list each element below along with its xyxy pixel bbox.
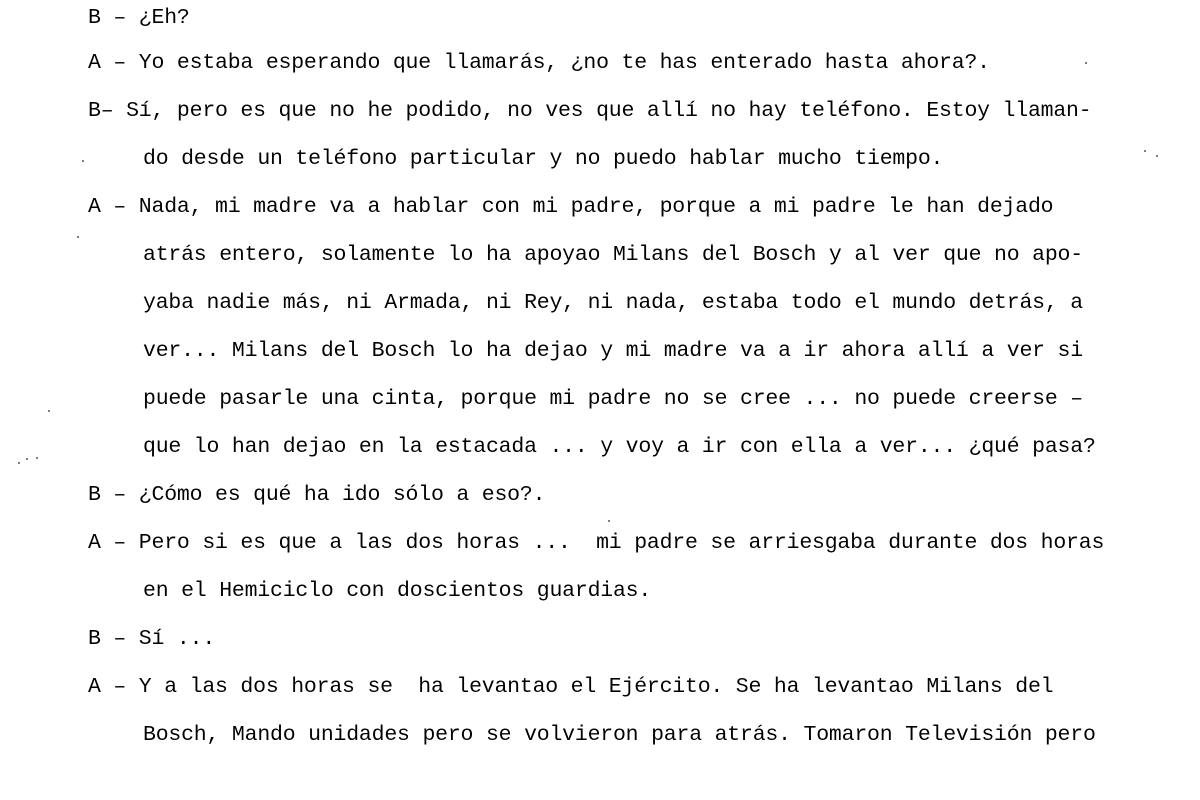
transcript-line: A – Yo estaba esperando que llamarás, ¿no te has enterado hasta ahora?. xyxy=(88,51,990,75)
transcript-line: que lo han dejao en la estacada ... y voy a ir con ella a ver... ¿qué pasa? xyxy=(143,435,1096,459)
scan-speck xyxy=(77,236,79,238)
transcript-line: yaba nadie más, ni Armada, ni Rey, ni nada, estaba todo el mundo detrás, a xyxy=(143,291,1083,315)
transcript-line: B – ¿Eh? xyxy=(88,6,190,30)
scan-speck xyxy=(608,520,610,522)
transcript-line: Bosch, Mando unidades pero se volvieron para atrás. Tomaron Televisión pero xyxy=(143,723,1096,747)
scan-speck xyxy=(48,410,50,412)
transcript-line: A – Pero si es que a las dos horas ... mi padre se arriesgaba durante dos horas xyxy=(88,531,1105,555)
transcript-line: B– Sí, pero es que no he podido, no ves que allí no hay teléfono. Estoy llaman- xyxy=(88,99,1092,123)
scan-speck xyxy=(18,462,20,464)
transcript-line: do desde un teléfono particular y no puedo hablar mucho tiempo. xyxy=(143,147,944,171)
transcript-line: A – Y a las dos horas se ha levantao el Ejército. Se ha levantao Milans del xyxy=(88,675,1054,699)
transcript-line: puede pasarle una cinta, porque mi padre no se cree ... no puede creerse – xyxy=(143,387,1083,411)
transcript-line: ver... Milans del Bosch lo ha dejao y mi madre va a ir ahora allí a ver si xyxy=(143,339,1083,363)
scan-speck xyxy=(82,160,84,162)
scan-speck xyxy=(26,458,28,460)
transcript-line: B – ¿Cómo es qué ha ido sólo a eso?. xyxy=(88,483,546,507)
scan-speck xyxy=(1144,150,1146,152)
scan-speck xyxy=(1085,62,1087,64)
transcript-line: A – Nada, mi madre va a hablar con mi padre, porque a mi padre le han dejado xyxy=(88,195,1054,219)
transcript-line: atrás entero, solamente lo ha apoyao Milans del Bosch y al ver que no apo- xyxy=(143,243,1083,267)
scan-speck xyxy=(1156,155,1158,157)
transcript-line: en el Hemiciclo con doscientos guardias. xyxy=(143,579,652,603)
scan-speck xyxy=(36,457,38,459)
transcript-line: B – Sí ... xyxy=(88,627,216,651)
